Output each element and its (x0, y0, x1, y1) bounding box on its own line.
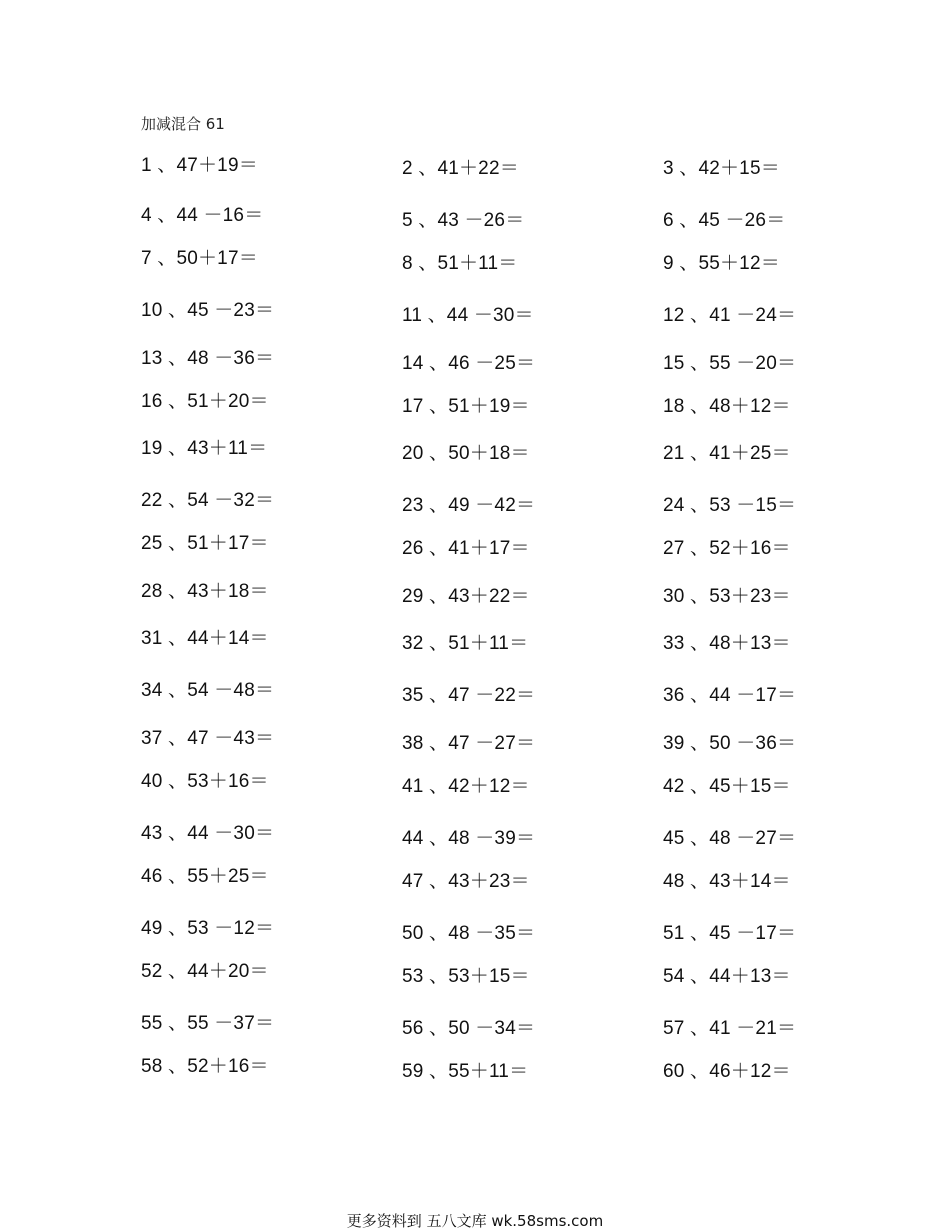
problem-item: 45 、48 －27＝ (663, 828, 797, 849)
problem-item: 11 、44 －30＝ (402, 305, 534, 326)
problem-item: 1 、47＋19＝ (141, 155, 258, 176)
problem-item: 2 、41＋22＝ (402, 158, 519, 179)
problem-item: 54 、44＋13＝ (663, 966, 791, 987)
problem-item: 60 、46＋12＝ (663, 1061, 791, 1082)
problem-item: 24 、53 －15＝ (663, 495, 797, 516)
problem-item: 49 、53 －12＝ (141, 918, 275, 939)
problem-item: 28 、43＋18＝ (141, 581, 269, 602)
problem-item: 50 、48 －35＝ (402, 923, 536, 944)
problem-item: 21 、41＋25＝ (663, 443, 791, 464)
problem-item: 5 、43 －26＝ (402, 210, 525, 231)
problem-item: 26 、41＋17＝ (402, 538, 530, 559)
problem-item: 10 、45 －23＝ (141, 300, 275, 321)
problem-item: 8 、51＋11＝ (402, 253, 518, 274)
problem-item: 31 、44＋14＝ (141, 628, 269, 649)
problem-item: 57 、41 －21＝ (663, 1018, 797, 1039)
problem-item: 30 、53＋23＝ (663, 586, 791, 607)
problem-item: 48 、43＋14＝ (663, 871, 791, 892)
problem-item: 46 、55＋25＝ (141, 866, 269, 887)
footer-text: 更多资料到 五八文库 wk.58sms.com (346, 1212, 604, 1230)
problem-item: 9 、55＋12＝ (663, 253, 780, 274)
problem-item: 34 、54 －48＝ (141, 680, 275, 701)
problem-item: 53 、53＋15＝ (402, 966, 530, 987)
problem-item: 47 、43＋23＝ (402, 871, 530, 892)
problem-item: 55 、55 －37＝ (141, 1013, 275, 1034)
problem-item: 32 、51＋11＝ (402, 633, 529, 654)
problem-item: 43 、44 －30＝ (141, 823, 275, 844)
problem-item: 12 、41 －24＝ (663, 305, 797, 326)
problem-item: 38 、47 －27＝ (402, 733, 536, 754)
problem-item: 7 、50＋17＝ (141, 248, 258, 269)
problem-item: 59 、55＋11＝ (402, 1061, 529, 1082)
problem-item: 22 、54 －32＝ (141, 490, 275, 511)
problem-item: 27 、52＋16＝ (663, 538, 791, 559)
problem-item: 51 、45 －17＝ (663, 923, 797, 944)
problem-item: 37 、47 －43＝ (141, 728, 275, 749)
problem-item: 44 、48 －39＝ (402, 828, 536, 849)
problem-item: 41 、42＋12＝ (402, 776, 530, 797)
problem-item: 23 、49 －42＝ (402, 495, 536, 516)
problem-item: 40 、53＋16＝ (141, 771, 269, 792)
problem-item: 33 、48＋13＝ (663, 633, 791, 654)
problem-item: 20 、50＋18＝ (402, 443, 530, 464)
problem-item: 15 、55 －20＝ (663, 353, 797, 374)
problem-item: 35 、47 －22＝ (402, 685, 536, 706)
problem-item: 29 、43＋22＝ (402, 586, 530, 607)
problem-item: 52 、44＋20＝ (141, 961, 269, 982)
problem-item: 25 、51＋17＝ (141, 533, 269, 554)
problem-item: 17 、51＋19＝ (402, 396, 530, 417)
problem-item: 3 、42＋15＝ (663, 158, 780, 179)
problem-item: 6 、45 －26＝ (663, 210, 786, 231)
problem-item: 36 、44 －17＝ (663, 685, 797, 706)
problem-item: 16 、51＋20＝ (141, 391, 269, 412)
problem-item: 19 、43＋11＝ (141, 438, 268, 459)
problem-item: 56 、50 －34＝ (402, 1018, 536, 1039)
problem-item: 58 、52＋16＝ (141, 1056, 269, 1077)
problem-item: 4 、44 －16＝ (141, 205, 264, 226)
problem-item: 18 、48＋12＝ (663, 396, 791, 417)
problem-item: 42 、45＋15＝ (663, 776, 791, 797)
page-title: 加减混合 61 (141, 115, 225, 133)
problem-item: 39 、50 －36＝ (663, 733, 797, 754)
problem-item: 13 、48 －36＝ (141, 348, 275, 369)
problem-item: 14 、46 －25＝ (402, 353, 536, 374)
